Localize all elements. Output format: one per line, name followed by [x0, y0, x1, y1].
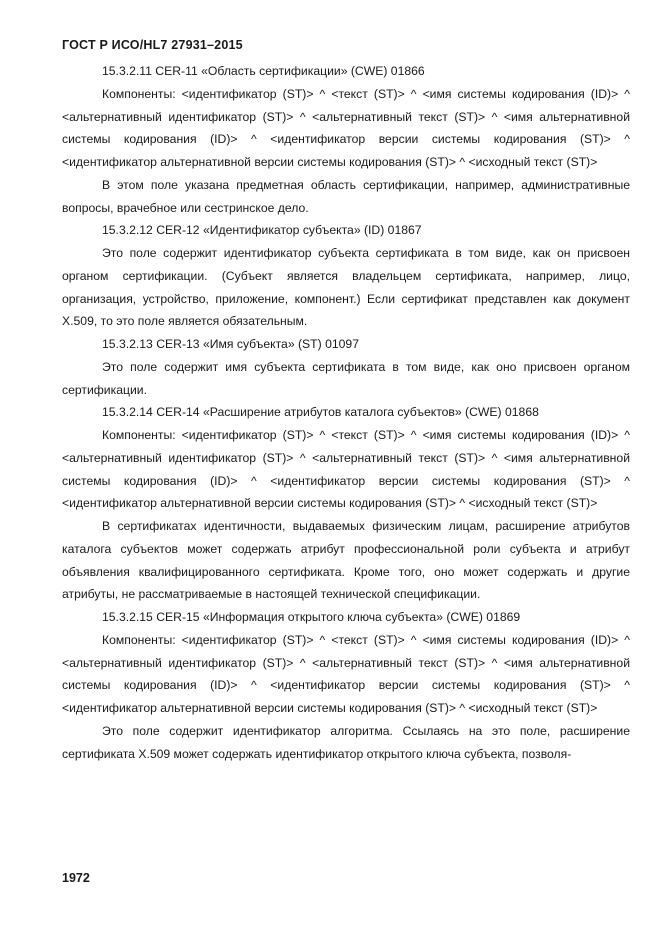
paragraph-cer-14-components: Компоненты: <идентификатор (ST)> ^ <текст (ST)> ^ <имя системы кодирования (ID)> ^ <альтернативный идентификатор (ST)> ^ <альтернативный текст (ST)> ^ <имя альтернативной системы кодирования (ID)> ^ <идентификатор версии системы кодирования (ST)> ^ <идентификатор альтернативной версии системы кодирования (ST)> ^ <исходный текст (ST)>	[62, 428, 630, 511]
paragraph-cer-14-description: В сертификатах идентичности, выдаваемых физическим лицам, расширение атрибутов каталога субъектов может содержать атрибут профессиональной роли субъекта и атрибут объявления квалифицированного сертификата. Кроме того, оно может содержать и другие атрибуты, не рассматриваемые в настоящей технической спецификации.	[62, 519, 630, 602]
paragraph-cer-11-components: Компоненты: <идентификатор (ST)> ^ <текст (ST)> ^ <имя системы кодирования (ID)> ^ <альтернативный идентификатор (ST)> ^ <альтернативный текст (ST)> ^ <имя альтернативной системы кодирования (ID)> ^ <идентификатор версии системы кодирования (ST)> ^ <идентификатор альтернативной версии системы кодирования (ST)> ^ <исходный текст (ST)>	[62, 86, 630, 169]
section-heading-cer-12: 15.3.2.12 CER-12 «Идентификатор субъекта» (ID) 01867	[102, 223, 422, 238]
paragraph-cer-15-components: Компоненты: <идентификатор (ST)> ^ <текст (ST)> ^ <имя системы кодирования (ID)> ^ <альтернативный идентификатор (ST)> ^ <альтернативный текст (ST)> ^ <имя альтернативной системы кодирования (ID)> ^ <идентификатор версии системы кодирования (ST)> ^ <идентификатор альтернативной версии системы кодирования (ST)> ^ <исходный текст (ST)>	[62, 632, 630, 715]
section-heading-cer-11: 15.3.2.11 CER-11 «Область сертификации» (CWE) 01866	[102, 64, 425, 78]
paragraph-cer-12-description: Это поле содержит идентификатор субъекта сертификата в том виде, как он присвоен органом сертификации. (Субъект является владельцем сертификата, например, лицо, организация, устройство, приложение, компонент.) Если сертификат представлен как документ X.509, то это поле является обязательным.	[62, 246, 630, 329]
paragraph-cer-11-description: В этом поле указана предметная область сертификации, например, административные вопросы, врачебное или сестринское дело.	[62, 177, 630, 215]
section-heading-cer-15: 15.3.2.15 CER-15 «Информация открытого ключа субъекта» (CWE) 01869	[102, 610, 521, 624]
section-heading-cer-14: 15.3.2.14 CER-14 «Расширение атрибутов каталога субъектов» (CWE) 01868	[102, 405, 539, 420]
paragraph-cer-13-description: Это поле содержит имя субъекта сертификата в том виде, как оно присвоен органом сертификации.	[62, 359, 630, 397]
section-heading-cer-13: 15.3.2.13 CER-13 «Имя субъекта» (ST) 01097	[102, 337, 359, 351]
document-body	[62, 60, 630, 765]
page-number: 1972	[62, 871, 90, 885]
paragraph-cer-15-description: Это поле содержит идентификатор алгоритма. Ссылаясь на это поле, расширение сертификата X.509 может содержать идентификатор открытого ключа субъекта, позволя-	[62, 723, 630, 761]
document-header: ГОСТ Р ИСО/HL7 27931–2015	[62, 38, 243, 52]
